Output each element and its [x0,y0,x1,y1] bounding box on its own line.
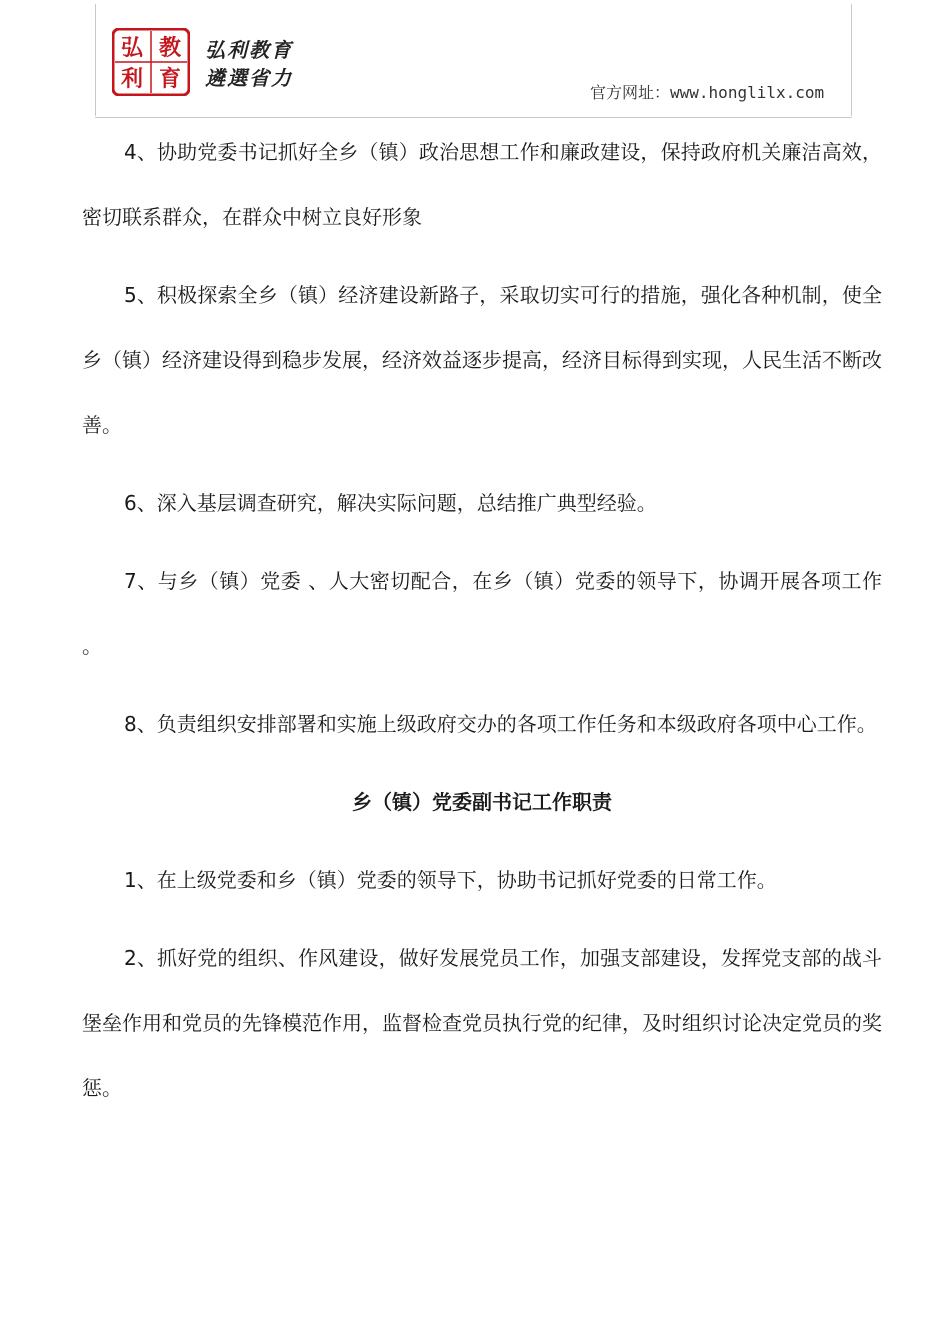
section-title: 乡（镇）党委副书记工作职责 [352,790,612,814]
section-paragraph-2: 2、抓好党的组织、作风建设，做好发展党员工作，加强支部建设，发挥党支部的战斗堡垒作用和党员的先锋模范作用，监督检查党员执行党的纪律，及时组织讨论决定党员的奖惩。 [82,946,882,1100]
header-left-rule [95,4,96,116]
paragraph-item-7: 7、与乡（镇）党委 、人大密切配合，在乡（镇）党委的领导下，协调开展各项工作 。 [82,569,882,658]
svg-text:利: 利 [120,66,144,92]
svg-text:弘: 弘 [120,35,144,61]
paragraph-item-5: 5、积极探索全乡（镇）经济建设新路子，采取切实可行的措施，强化各种机制，使全乡（镇）经济建设得到稳步发展，经济效益逐步提高，经济目标得到实现，人民生活不断改善。 [82,283,882,437]
section-paragraph-1: 1、在上级党委和乡（镇）党委的领导下，协助书记抓好党委的日常工作。 [124,868,777,892]
paragraph-item-6: 6、深入基层调查研究，解决实际问题，总结推广典型经验。 [124,491,657,515]
brand-slogan: 遴選省力 [205,66,293,90]
website-url[interactable]: www.honglilx.com [670,83,825,102]
paragraph-item-4: 4、协助党委书记抓好全乡（镇）政治思想工作和廉政建设，保持政府机关廉洁高效，密切联系群众，在群众中树立良好形象 [82,140,882,229]
brand-name-line1: 弘利教育 [205,38,293,62]
header-right-rule [851,4,852,116]
brand-seal-logo [112,28,190,96]
brand-name [205,36,293,92]
website-label: 官方网址： [590,83,671,102]
document-body [82,120,882,1134]
svg-text:教: 教 [158,35,182,61]
paragraph-item-8: 8、负责组织安排部署和实施上级政府交办的各项工作任务和本级政府各项中心工作。 [124,712,877,736]
website-info [590,80,824,103]
header-bottom-rule [95,117,852,118]
svg-text:育: 育 [158,66,182,92]
